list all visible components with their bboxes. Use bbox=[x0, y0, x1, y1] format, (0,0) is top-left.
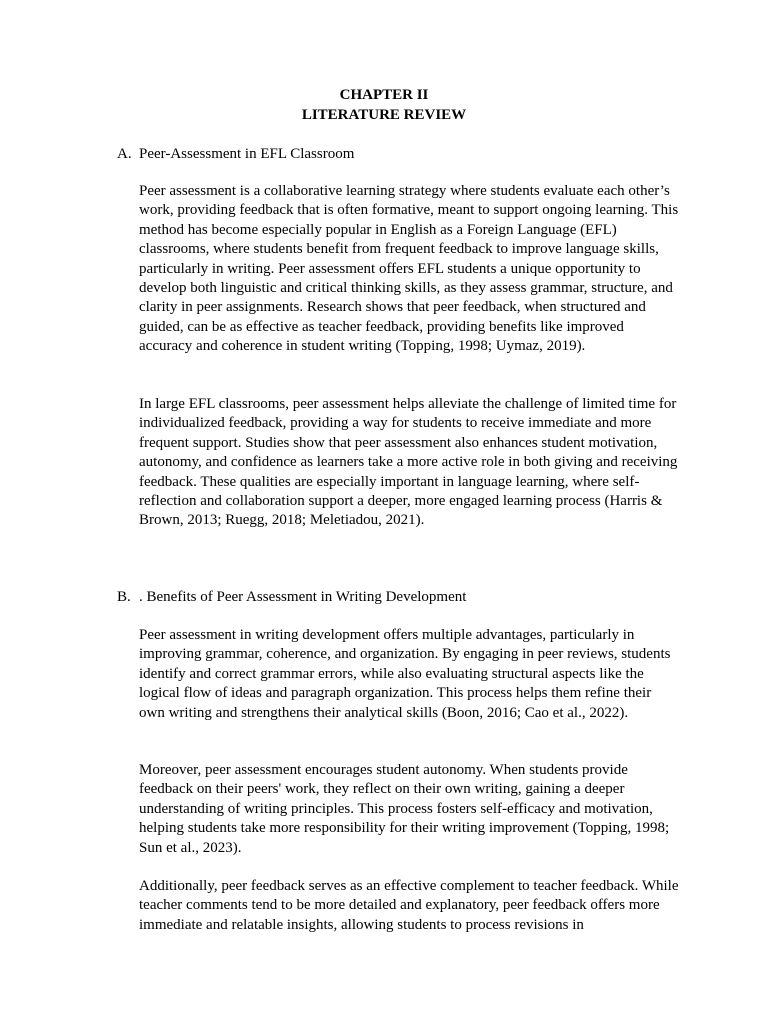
paragraph: In large EFL classrooms, peer assessment helps alleviate the challenge of limited time for individualized feedback, providing a way for students to receive immediate and more frequent support. Studies show that peer assessment also enhances student motivation, autonomy, and confidence as learners take a more active role in both giving and receiving feedback. These qualities are especially important in language learning, where self-reflection and collaboration support a deeper, more engaged learning process (Harris & Brown, 2013; Ruegg, 2018; Meletiadou, 2021). bbox=[139, 396, 678, 529]
chapter-heading bbox=[0, 85, 768, 125]
paragraph: Additionally, peer feedback serves as an effective complement to teacher feedback. While teacher comments tend to be more detailed and explanatory, peer feedback offers more immediate and relatable insights, allowing students to process revisions in bbox=[139, 878, 679, 933]
section-marker: A. bbox=[117, 146, 132, 162]
chapter-title: LITERATURE REVIEW bbox=[301, 107, 467, 123]
paragraph: Moreover, peer assessment encourages student autonomy. When students provide feedback on their peers' work, they reflect on their own writing, gaining a deeper understanding of writing principles. This process fosters self-efficacy and motivation, helping students take more responsibility for their writing improvement (Topping, 1998; Sun et al., 2023). bbox=[139, 762, 670, 856]
section-heading-a bbox=[117, 145, 677, 164]
section-marker: B. bbox=[117, 589, 131, 605]
section-title: Peer-Assessment in EFL Classroom bbox=[139, 146, 355, 162]
paragraph: Peer assessment in writing development offers multiple advantages, particularly in improving grammar, coherence, and organization. By engaging in peer reviews, students identify and correct grammar errors, while also evaluating structural aspects like the logical flow of ideas and paragraph organization. This process helps them refine their own writing and strengthens their analytical skills (Boon, 2016; Cao et al., 2022). bbox=[139, 627, 671, 721]
chapter-number: CHAPTER II bbox=[339, 87, 429, 103]
section-heading-b bbox=[117, 588, 677, 607]
paragraph: Peer assessment is a collaborative learning strategy where students evaluate each other’s work, providing feedback that is often formative, meant to support ongoing learning. This method has become especially popular in English as a Foreign Language (EFL) classrooms, where students benefit from frequent feedback to improve language skills, particularly in writing. Peer assessment offers EFL students a unique opportunity to develop both linguistic and critical thinking skills, as they assess grammar, structure, and clarity in peer assignments. Research shows that peer feedback, when structured and guided, can be as effective as teacher feedback, providing benefits like improved accuracy and coherence in student writing (Topping, 1998; Uymaz, 2019). bbox=[139, 183, 679, 355]
section-title: . Benefits of Peer Assessment in Writing Development bbox=[139, 589, 467, 605]
